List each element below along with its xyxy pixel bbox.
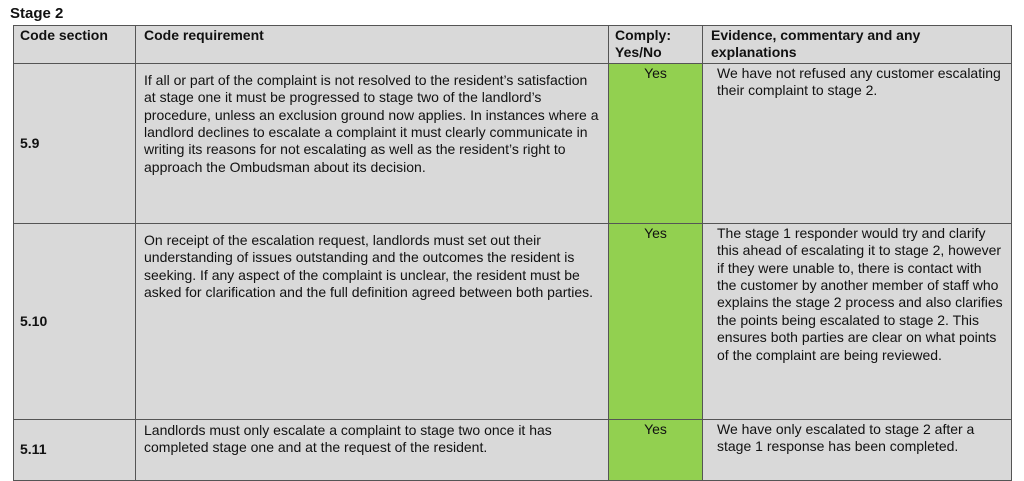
comply-cell: Yes <box>609 419 703 480</box>
evidence-cell: We have not refused any customer escalating their complaint to stage 2. <box>703 63 1012 223</box>
code-section-cell: 5.10 <box>14 223 136 419</box>
comply-cell: Yes <box>609 63 703 223</box>
header-code-requirement: Code requirement <box>136 26 609 64</box>
code-section-cell: 5.9 <box>14 63 136 223</box>
comply-cell: Yes <box>609 223 703 419</box>
evidence-cell: We have only escalated to stage 2 after a stage 1 response has been completed. <box>703 419 1012 480</box>
header-evidence: Evidence, commentary and any explanations <box>703 26 1012 64</box>
section-title: Stage 2 <box>10 5 64 22</box>
header-comply: Comply: Yes/No <box>609 26 703 64</box>
table-row <box>14 223 1012 419</box>
header-row <box>14 26 1012 64</box>
code-compliance-table <box>13 25 1012 481</box>
header-code-section: Code section <box>14 26 136 64</box>
code-section-cell: 5.11 <box>14 419 136 480</box>
code-requirement-cell: On receipt of the escalation request, landlords must set out their understanding of issues outstanding and the outcomes the resident is seeking. If any aspect of the complaint is unclear, the resident must be asked for clarification and the full definition agreed between both parties. <box>136 223 609 419</box>
table-row <box>14 419 1012 480</box>
table-row <box>14 63 1012 223</box>
code-requirement-cell: Landlords must only escalate a complaint to stage two once it has completed stage one and at the request of the resident. <box>136 419 609 480</box>
evidence-cell: The stage 1 responder would try and clarify this ahead of escalating it to stage 2, however if they were unable to, there is contact with the customer by another member of staff who explains the stage 2 process and also clarifies the points being escalated to stage 2. This ensures both parties are clear on what points of the complaint are being reviewed. <box>703 223 1012 419</box>
code-requirement-cell: If all or part of the complaint is not resolved to the resident’s satisfaction at stage one it must be progressed to stage two of the landlord’s procedure, unless an exclusion ground now applies. In instances where a landlord declines to escalate a complaint it must clearly communicate in writing its reasons for not escalating as well as the resident’s right to approach the Ombudsman about its decision. <box>136 63 609 223</box>
